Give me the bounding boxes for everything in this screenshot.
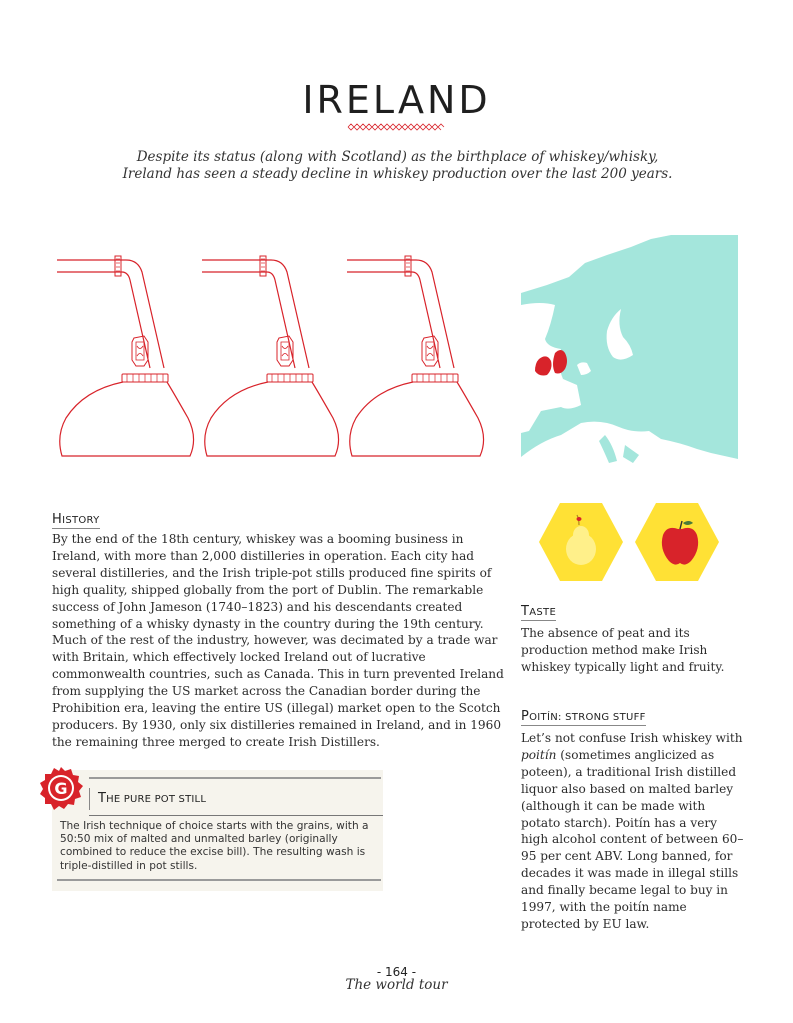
callout-bottom-rule	[57, 879, 381, 881]
g-badge-icon	[38, 765, 84, 811]
europe-map	[521, 235, 738, 469]
poitin-heading-rest: OITÍN: STRONG STUFF	[529, 712, 646, 723]
g-badge-letter: G	[54, 779, 68, 798]
intro-text: Despite its status (along with Scotland) as the birthplace of whiskey/whisky, Ireland has seen a steady decline in whiskey production over the last 200 years.	[122, 149, 673, 182]
page-number: - 164 -	[376, 965, 417, 979]
taste-heading	[521, 603, 556, 621]
title-ornament	[346, 123, 446, 131]
callout-text: The Irish technique of choice starts with the grains, with a 50:50 mix of malted and unmalted barley (originally combined to reduce the excise bill). The resulting wash is triple-distilled in pot stills.	[60, 820, 369, 872]
taste-heading-rest: ASTE	[529, 607, 557, 618]
callout-top-rule	[89, 777, 381, 779]
poitin-text	[521, 730, 746, 933]
poitin-text-post: (sometimes anglicized as poteen), a traditional Irish distilled liquor also based on malted barley (although it can be made with potato starch). Poitín has a very high alcohol content of between 60–95 per cent ABV. Long banned, for decades it was made in illegal stills and finally became legal to buy in 1997, with the poitín name protected by EU law.	[521, 747, 744, 931]
callout-title-first: T	[98, 791, 107, 806]
callout-title	[98, 791, 206, 806]
poitin-heading	[521, 708, 646, 726]
pot-still-icon	[347, 256, 484, 456]
poitin-text-pre: Let’s not confuse Irish whiskey with	[521, 731, 743, 745]
pot-stills-illustration	[52, 250, 502, 465]
footer-text: The world tour	[345, 977, 448, 993]
callout-mid-rule	[89, 815, 383, 816]
history-heading-rest: ISTORY	[62, 515, 100, 526]
history-heading	[52, 511, 100, 529]
history-heading-first: H	[52, 512, 63, 527]
page-title: IRELAND	[302, 78, 491, 122]
poitin-text-word: poitín	[521, 747, 557, 762]
taste-text: The absence of peat and its production method make Irish whiskey typically light and fruity.	[521, 626, 725, 674]
taste-heading-first: T	[521, 604, 530, 619]
taste-icons	[537, 501, 723, 583]
callout-divider	[89, 788, 90, 810]
poitin-heading-first: P	[521, 709, 530, 724]
pot-still-icon	[57, 256, 194, 456]
pot-still-icon	[202, 256, 339, 456]
callout-title-rest: HE PURE POT STILL	[106, 794, 207, 805]
history-text: By the end of the 18th century, whiskey was a booming business in Ireland, with more than 2,000 distilleries in operation. Each city had several distilleries, and the Irish triple-pot stills produced fine spirits of high quality, shipped globally from the port of Dublin. The remarkable success of John Jameson (1740–1823) and his descendants created something of a whisky dynasty in the country during the 19th century. Much of the rest of the industry, however, was decimated by a trade war with Britain, which effectively locked Ireland out of lucrative commonwealth countries, such as Canada. This in turn prevented Ireland from supplying the US market across the Canadian border during the Prohibition era, leaving the entire US (illegal) market open to the Scotch producers. By 1930, only six distilleries remained in Ireland, and in 1960 the remaining three merged to create Irish Distillers.	[52, 532, 504, 749]
